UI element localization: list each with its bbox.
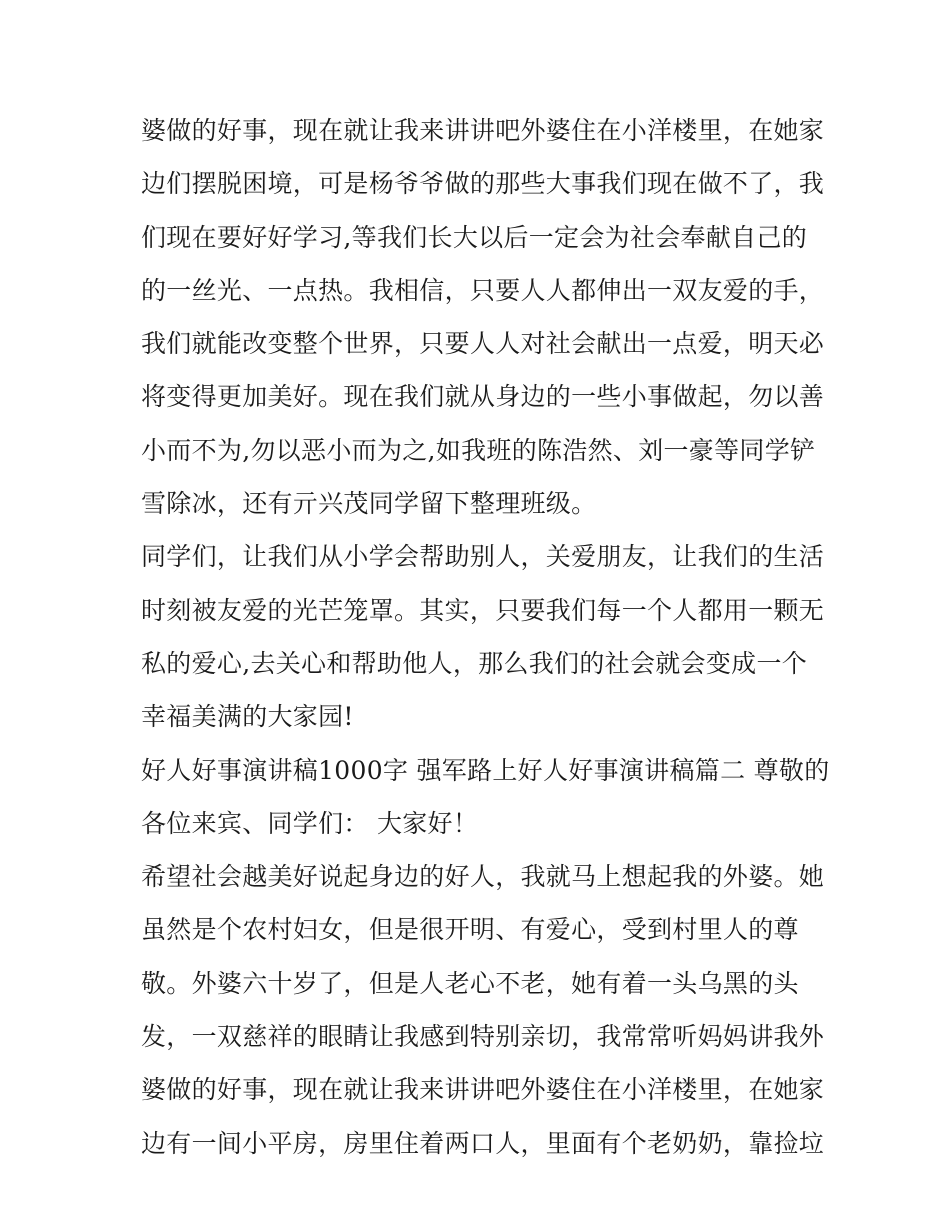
text-line: 时刻被友爱的光芒笼罩。其实，只要我们每一个人都用一颗无 (141, 595, 825, 625)
text-line: 发，一双慈祥的眼睛让我感到特别亲切，我常常听妈妈讲我外 (141, 1022, 825, 1052)
text-line: 的一丝光、一点热。我相信，只要人人都伸出一双友爱的手， (141, 275, 825, 305)
text-line: 将变得更加美好。现在我们就从身边的一些小事做起，勿以善 (141, 382, 825, 412)
text-line: 幸福美满的大家园! (141, 702, 354, 732)
text-line: 婆做的好事，现在就让我来讲讲吧外婆住在小洋楼里，在她家 (141, 116, 825, 145)
text-line: 边们摆脱困境，可是杨爷爷做的那些大事我们现在做不了，我 (141, 169, 825, 199)
text-line: 私的爱心,去关心和帮助他人，那么我们的社会就会变成一个 (141, 648, 808, 678)
text-line: 希望社会越美好说起身边的好人，我就马上想起我的外婆。她 (141, 862, 825, 892)
text-line: 小而不为,勿以恶小而为之,如我班的陈浩然、刘一豪等同学铲 (141, 435, 816, 465)
text-line: 婆做的好事，现在就让我来讲讲吧外婆住在小洋楼里，在她家 (141, 1075, 825, 1105)
text-line: 虽然是个农村妇女，但是很开明、有爱心，受到村里人的尊 (141, 915, 799, 945)
text-line: 们现在要好好学习,等我们长大以后一定会为社会奉献自己的 (141, 222, 808, 252)
text-line: 敬。外婆六十岁了，但是人老心不老，她有着一头乌黑的头 (141, 968, 799, 998)
text-line: 各位来宾、同学们： 大家好！ (141, 808, 479, 838)
text-line: 边有一间小平房，房里住着两口人，里面有个老奶奶，靠捡垃 (141, 1128, 825, 1158)
text-line: 雪除冰，还有亓兴茂同学留下整理班级。 (141, 489, 597, 519)
text-line: 同学们，让我们从小学会帮助别人，关爱朋友，让我们的生活 (141, 542, 825, 572)
text-line: 我们就能改变整个世界，只要人人对社会献出一点爱，明天必 (141, 329, 825, 359)
body-text (141, 104, 830, 1170)
text-line: 好人好事演讲稿1000字 强军路上好人好事演讲稿篇二 尊敬的 (141, 755, 830, 785)
